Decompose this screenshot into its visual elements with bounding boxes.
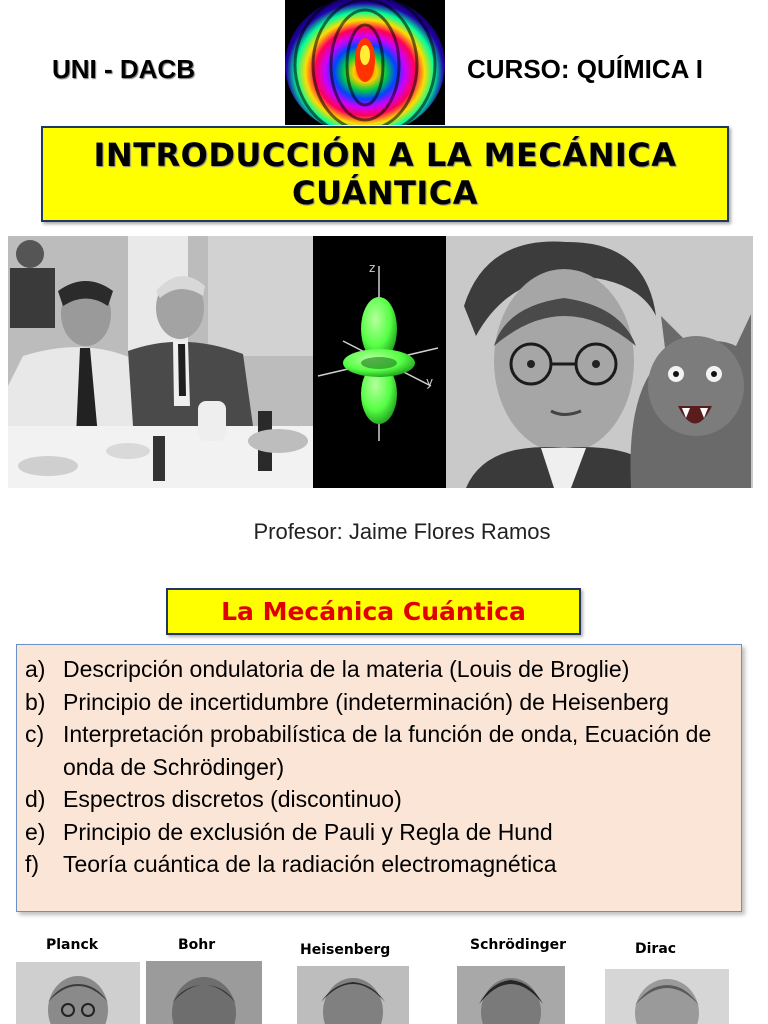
- scientist-name-dirac: Dirac: [635, 941, 677, 957]
- list-letter: f): [25, 851, 40, 877]
- list-item: [25, 783, 735, 816]
- schrodinger-cat-photo: [446, 236, 753, 488]
- title-line-1: INTRODUCCIÓN A LA MECÁNICA: [93, 136, 677, 174]
- axis-z-label: z: [369, 261, 376, 275]
- scientist-photo-heisenberg: [297, 966, 409, 1024]
- interference-pattern-image: [285, 0, 445, 125]
- list-item: [25, 718, 735, 783]
- scientist-name-planck: Planck: [46, 937, 99, 953]
- list-letter: e): [25, 818, 46, 845]
- list-text: Principio de exclusión de Pauli y Regla de Hund: [63, 818, 553, 845]
- axis-y-label: y: [426, 375, 434, 389]
- scientist-photo-dirac: [605, 969, 729, 1024]
- scientist-name-heisenberg: Heisenberg: [300, 942, 391, 958]
- list-text: Principio de incertidumbre (indeterminación) de Heisenberg: [63, 688, 669, 715]
- list-item: [25, 816, 735, 849]
- list-item: [25, 653, 735, 686]
- list-letter: b): [25, 688, 46, 715]
- professor-name: Profesor: Jaime Flores Ramos: [253, 519, 551, 544]
- scientist-name-bohr: Bohr: [178, 937, 216, 953]
- scientist-photo-bohr: [146, 961, 262, 1024]
- list-letter: c): [25, 721, 45, 747]
- scientists-meeting-photo: [8, 236, 313, 488]
- scientist-name-schrodinger: Schrödinger: [470, 937, 567, 953]
- institution-label: UNI - DACB: [52, 54, 195, 84]
- list-text: Teoría cuántica de la radiación electromagnética: [63, 851, 557, 877]
- list-text: Interpretación probabilística de la función de onda, Ecuación de onda de Schrödinger): [63, 721, 712, 780]
- title-line-2: CUÁNTICA: [291, 174, 478, 212]
- orbital-diagram: [313, 236, 446, 488]
- topics-list: [16, 644, 742, 912]
- list-text: Descripción ondulatoria de la materia (Louis de Broglie): [63, 656, 630, 682]
- course-label: CURSO: QUÍMICA I: [467, 54, 703, 84]
- list-text: Espectros discretos (discontinuo): [63, 786, 402, 812]
- title-banner: [41, 126, 729, 222]
- list-item: [25, 848, 735, 881]
- scientist-photo-planck: [16, 962, 140, 1024]
- list-letter: d): [25, 786, 46, 812]
- list-letter: a): [25, 656, 46, 682]
- list-item: [25, 686, 735, 719]
- scientist-photo-schrodinger: [457, 966, 565, 1024]
- section-title: La Mecánica Cuántica: [166, 588, 581, 635]
